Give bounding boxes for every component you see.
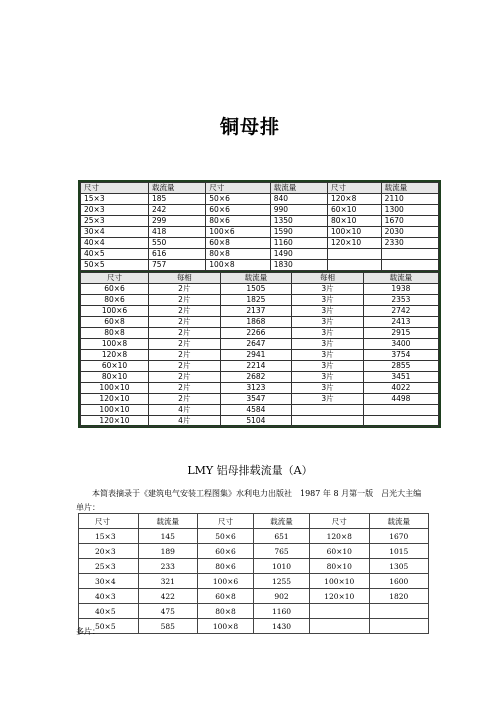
table2	[80, 272, 439, 427]
table-cell	[381, 260, 438, 271]
table-cell	[363, 416, 438, 427]
table-cell: 2片	[149, 394, 221, 405]
table-cell: 1015	[369, 544, 429, 559]
table-cell: 50×6	[198, 529, 254, 544]
table-cell: 185	[149, 194, 206, 205]
table-cell: 418	[149, 227, 206, 238]
table-cell: 1820	[369, 589, 429, 604]
table-cell: 3片	[292, 361, 364, 372]
table-cell: 145	[138, 529, 198, 544]
table-cell: 233	[138, 559, 198, 574]
table-cell: 60×8	[198, 589, 254, 604]
table-cell: 80×8	[81, 328, 149, 339]
table-cell	[310, 604, 370, 619]
table-cell: 3片	[292, 394, 364, 405]
table-cell	[363, 405, 438, 416]
table-cell: 2片	[149, 306, 221, 317]
table-cell: 3片	[292, 306, 364, 317]
table-cell: 80×6	[206, 216, 270, 227]
table-cell: 840	[270, 194, 327, 205]
table-cell: 242	[149, 205, 206, 216]
table-cell: 1490	[270, 249, 327, 260]
table-cell: 1505	[220, 284, 292, 295]
table-cell: 60×6	[198, 544, 254, 559]
table-row	[81, 227, 439, 238]
table-cell: 1010	[254, 559, 310, 574]
table-cell: 80×10	[81, 372, 149, 383]
table-cell: 1670	[369, 529, 429, 544]
table-cell: 80×8	[206, 249, 270, 260]
table-cell	[369, 604, 429, 619]
table-header-row	[79, 514, 429, 529]
table-row	[79, 604, 429, 619]
table-header-cell: 载流量	[254, 514, 310, 529]
table-cell: 1160	[254, 604, 310, 619]
table-cell: 60×10	[327, 205, 381, 216]
table-row	[79, 544, 429, 559]
table-cell: 40×5	[79, 604, 139, 619]
table-row	[79, 574, 429, 589]
table-cell: 2片	[149, 350, 221, 361]
table-cell: 2330	[381, 238, 438, 249]
table-cell: 1160	[270, 238, 327, 249]
table-cell: 50×6	[206, 194, 270, 205]
table-cell: 2片	[149, 295, 221, 306]
table-cell: 50×5	[79, 619, 139, 634]
table-cell	[369, 619, 429, 634]
aluminum-subtitle: LMY 铝母排载流量（A）	[187, 464, 313, 477]
table-cell: 757	[149, 260, 206, 271]
table-cell: 40×3	[79, 589, 139, 604]
table-cell: 4片	[149, 405, 221, 416]
table-cell: 120×10	[327, 238, 381, 249]
table-row	[79, 619, 429, 634]
table-row	[81, 383, 439, 394]
table-cell: 1670	[381, 216, 438, 227]
table-header-cell: 尺寸	[198, 514, 254, 529]
table-cell: 120×10	[81, 416, 149, 427]
table-row	[81, 361, 439, 372]
table-row	[81, 394, 439, 405]
table-header-cell: 载流量	[381, 183, 438, 194]
table-cell: 3754	[363, 350, 438, 361]
table-cell: 50×5	[81, 260, 149, 271]
table-cell: 120×8	[81, 350, 149, 361]
table-cell: 15×3	[79, 529, 139, 544]
table-cell: 2030	[381, 227, 438, 238]
table-cell: 120×8	[327, 194, 381, 205]
table-cell	[292, 405, 364, 416]
table-row	[81, 350, 439, 361]
table-header-cell: 尺寸	[79, 514, 139, 529]
table-cell: 1825	[220, 295, 292, 306]
table-header-cell: 尺寸	[310, 514, 370, 529]
table3	[78, 513, 429, 634]
table-cell: 100×8	[198, 619, 254, 634]
table-cell: 2915	[363, 328, 438, 339]
table1	[80, 182, 439, 271]
table-row	[79, 589, 429, 604]
table-row	[81, 260, 439, 271]
table-cell: 80×10	[310, 559, 370, 574]
aluminum-busbar-table	[78, 513, 429, 634]
table-header-cell: 尺寸	[206, 183, 270, 194]
table-cell: 3400	[363, 339, 438, 350]
single-label: 单片：	[76, 503, 100, 512]
table-cell: 3547	[220, 394, 292, 405]
table-cell: 2片	[149, 328, 221, 339]
table-cell: 3片	[292, 295, 364, 306]
table-cell: 2214	[220, 361, 292, 372]
table-cell: 20×3	[79, 544, 139, 559]
table-header-cell: 载流量	[138, 514, 198, 529]
table-header-cell: 每相	[292, 273, 364, 284]
table-row	[81, 372, 439, 383]
table-cell: 60×10	[310, 544, 370, 559]
table-cell: 2941	[220, 350, 292, 361]
table-cell: 3片	[292, 284, 364, 295]
table-cell: 765	[254, 544, 310, 559]
table-cell: 1600	[369, 574, 429, 589]
table-cell: 60×6	[81, 284, 149, 295]
table-cell: 902	[254, 589, 310, 604]
table-cell: 1590	[270, 227, 327, 238]
table-cell: 4片	[149, 416, 221, 427]
table-cell: 20×3	[81, 205, 149, 216]
table-cell: 25×3	[79, 559, 139, 574]
table-header-cell: 尺寸	[327, 183, 381, 194]
table-cell: 4022	[363, 383, 438, 394]
table-row	[81, 249, 439, 260]
table-cell: 80×6	[198, 559, 254, 574]
table-cell: 2855	[363, 361, 438, 372]
table-header-cell: 载流量	[369, 514, 429, 529]
table-row	[79, 559, 429, 574]
table-cell: 2647	[220, 339, 292, 350]
table-header-cell: 载流量	[149, 183, 206, 194]
table-cell: 40×4	[81, 238, 149, 249]
table-cell: 2片	[149, 383, 221, 394]
table-cell: 80×10	[327, 216, 381, 227]
table-cell: 3片	[292, 328, 364, 339]
table-cell: 2片	[149, 372, 221, 383]
table-header-cell: 载流量	[270, 183, 327, 194]
table-cell: 2110	[381, 194, 438, 205]
table-cell: 2742	[363, 306, 438, 317]
copy-busbar-multi-table	[78, 272, 441, 428]
table-row	[81, 328, 439, 339]
table-cell: 550	[149, 238, 206, 249]
table-cell: 2片	[149, 361, 221, 372]
table-cell: 120×10	[81, 394, 149, 405]
table-cell: 475	[138, 604, 198, 619]
table-cell: 585	[138, 619, 198, 634]
table-cell: 1350	[270, 216, 327, 227]
table-cell: 1830	[270, 260, 327, 271]
table-row	[81, 317, 439, 328]
table-cell: 2682	[220, 372, 292, 383]
table-row	[81, 306, 439, 317]
table-cell: 3451	[363, 372, 438, 383]
table-cell: 15×3	[81, 194, 149, 205]
page-title: 铜母排	[219, 116, 280, 138]
table-row	[79, 529, 429, 544]
table-cell: 100×8	[81, 339, 149, 350]
table-cell	[381, 249, 438, 260]
table-header-row	[81, 273, 439, 284]
table-cell	[310, 619, 370, 634]
table-cell: 2片	[149, 284, 221, 295]
table-row	[81, 238, 439, 249]
table-cell: 25×3	[81, 216, 149, 227]
table-cell: 100×10	[81, 405, 149, 416]
table-cell: 120×10	[310, 589, 370, 604]
table-cell: 651	[254, 529, 310, 544]
table-cell	[327, 249, 381, 260]
table-row	[81, 405, 439, 416]
table-header-cell: 每相	[149, 273, 221, 284]
table-cell: 30×4	[81, 227, 149, 238]
source-note: 本简表摘录于《建筑电气安装工程图集》水利电力出版社 1987 年 8 月第一版 吕光大主编	[92, 489, 422, 498]
table-cell: 30×4	[79, 574, 139, 589]
table-cell: 2353	[363, 295, 438, 306]
table-row	[81, 205, 439, 216]
table-cell: 1868	[220, 317, 292, 328]
table-cell: 3123	[220, 383, 292, 394]
table-cell: 1430	[254, 619, 310, 634]
table-cell: 321	[138, 574, 198, 589]
table-cell: 100×10	[81, 383, 149, 394]
table-header-row	[81, 183, 439, 194]
table-header-cell: 载流量	[220, 273, 292, 284]
table-cell: 5104	[220, 416, 292, 427]
table-cell: 1938	[363, 284, 438, 295]
table-header-cell: 尺寸	[81, 183, 149, 194]
table-cell: 2266	[220, 328, 292, 339]
table-row	[81, 194, 439, 205]
table-cell: 1305	[369, 559, 429, 574]
table-row	[81, 284, 439, 295]
table-cell: 299	[149, 216, 206, 227]
table-header-cell: 尺寸	[81, 273, 149, 284]
table-cell: 1300	[381, 205, 438, 216]
copy-busbar-single-table	[78, 180, 441, 272]
table-cell: 2片	[149, 317, 221, 328]
table-cell: 4584	[220, 405, 292, 416]
table-cell	[327, 260, 381, 271]
table-cell: 80×6	[81, 295, 149, 306]
table-row	[81, 339, 439, 350]
table-cell: 3片	[292, 339, 364, 350]
table-row	[81, 416, 439, 427]
table-cell: 100×10	[310, 574, 370, 589]
table-cell: 3片	[292, 350, 364, 361]
table-cell: 2137	[220, 306, 292, 317]
table-cell: 100×8	[206, 260, 270, 271]
table-cell: 60×10	[81, 361, 149, 372]
table-row	[81, 295, 439, 306]
table-cell: 60×6	[206, 205, 270, 216]
table-cell: 100×6	[81, 306, 149, 317]
multi-label: 多片：	[76, 627, 100, 636]
table-cell: 3片	[292, 383, 364, 394]
table-cell: 1255	[254, 574, 310, 589]
table-cell: 100×6	[206, 227, 270, 238]
table-cell: 100×10	[327, 227, 381, 238]
table-cell: 189	[138, 544, 198, 559]
table-cell: 80×8	[198, 604, 254, 619]
table-cell: 616	[149, 249, 206, 260]
table-cell: 60×8	[81, 317, 149, 328]
table-cell	[292, 416, 364, 427]
table-cell: 120×8	[310, 529, 370, 544]
table-cell: 422	[138, 589, 198, 604]
table-cell: 40×5	[81, 249, 149, 260]
table-cell: 4498	[363, 394, 438, 405]
table-row	[81, 216, 439, 227]
table-header-cell: 载流量	[363, 273, 438, 284]
table-cell: 990	[270, 205, 327, 216]
table-cell: 60×8	[206, 238, 270, 249]
table-cell: 3片	[292, 372, 364, 383]
table-cell: 2413	[363, 317, 438, 328]
table-cell: 3片	[292, 317, 364, 328]
table-cell: 2片	[149, 339, 221, 350]
table-cell: 100×6	[198, 574, 254, 589]
